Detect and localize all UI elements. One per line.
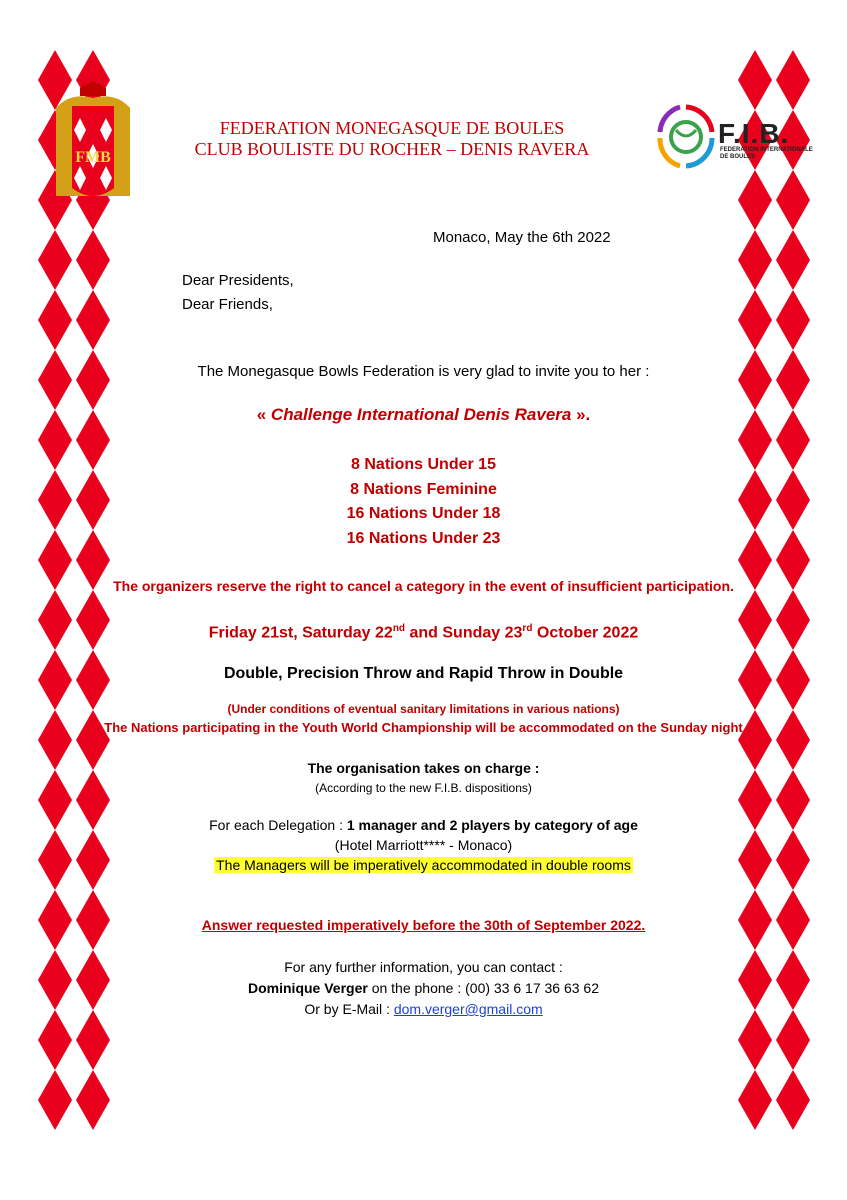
category-item: 8 Nations Under 15 [351,456,496,473]
email-line [0,1000,847,1018]
managers-highlight: The Managers will be imperatively accommodated in double rooms [216,857,631,873]
header-club: CLUB BOULISTE DU ROCHER – DENIS RAVERA [194,139,590,159]
svg-text:FMB: FMB [75,149,111,166]
dates-part2: and Sunday 23 [405,624,523,642]
event-types: Double, Precision Throw and Rapid Throw in Double [223,665,624,682]
managers-note [0,856,847,874]
dates-part3: October 2022 [532,624,639,642]
hotel-info: (Hotel Marriott**** - Monaco) [334,837,513,853]
contact-phone: on the phone : (00) 33 6 17 36 63 62 [367,980,599,996]
contact-line [0,979,847,997]
challenge-title [0,406,847,424]
date-place: Monaco, May the 6th 2022 [433,229,611,246]
letter-header [140,118,644,160]
challenge-open-quote: « [256,405,271,424]
greeting-friends: Dear Friends, [182,296,273,313]
email-prefix: Or by E-Mail : [304,1001,394,1017]
youth-world-note: The Nations participating in the Youth World Championship will be accommodated on the Sunday night [104,720,743,735]
email-link[interactable]: dom.verger@gmail.com [393,1001,543,1017]
further-info: For any further information, you can contact : [284,959,563,975]
cancellation-note: The organizers reserve the right to cancel a category in the event of insufficient participation. [113,578,734,594]
fib-logo-name: F.I.B. [718,118,790,149]
challenge-name: Challenge International Denis Ravera [270,405,572,424]
header-federation: FEDERATION MONEGASQUE DE BOULES [219,118,565,138]
contact-name: Dominique Verger [248,980,368,996]
intro-text: The Monegasque Bowls Federation is very glad to invite you to her : [197,363,650,380]
fmb-crest-logo [50,78,136,204]
charge-title: The organisation takes on charge : [307,760,540,776]
delegation-prefix: For each Delegation : [209,817,347,833]
event-dates [0,620,847,642]
dates-sup1: nd [392,623,406,634]
answer-deadline [0,916,847,934]
sanitary-condition-note: (Under conditions of eventual sanitary limitations in various nations) [227,702,620,716]
fib-logo-mark [656,102,716,172]
greeting-presidents: Dear Presidents, [182,272,294,289]
dates-part1: Friday 21st, Saturday 22 [208,624,393,642]
category-item: 16 Nations Under 18 [346,505,501,522]
category-item: 8 Nations Feminine [350,481,497,498]
charge-note: (According to the new F.I.B. dispositions) [315,781,532,795]
delegation-composition: 1 manager and 2 players by category of age [346,817,638,833]
answer-deadline-text: Answer requested imperatively before the 30th of September 2022. [201,917,646,933]
challenge-close-quote: ». [571,405,591,424]
category-item: 16 Nations Under 23 [346,530,501,547]
delegation-info [0,816,847,834]
fib-logo-subtitle: FEDERATION INTERNATIONALE DE BOULES [720,147,813,160]
dates-sup2: rd [522,623,533,634]
